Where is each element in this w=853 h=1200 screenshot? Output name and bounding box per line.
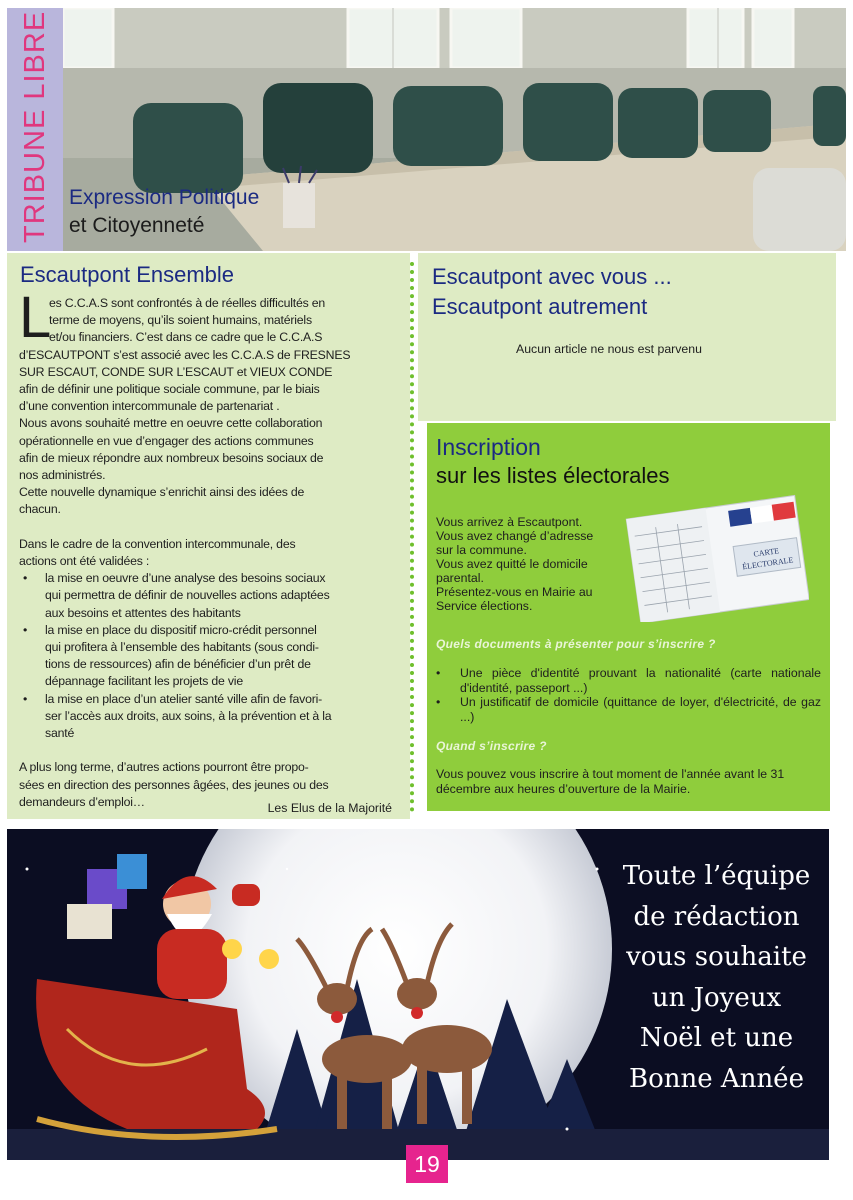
para1-line: et/ou financiers. C’est dans ce cadre que le C.C.A.S [49, 330, 323, 345]
inscription-subtitle: sur les listes électorales [436, 463, 670, 488]
side-banner [7, 8, 63, 251]
para4-line: actions ont été validées : [19, 554, 150, 569]
para3-line: chacun. [19, 502, 61, 517]
inscription-box [427, 423, 830, 811]
list-item: • Un justificatif de domicile (quittance de loyer, d'électricité, de gaz ...) [436, 695, 821, 724]
right-article [418, 253, 836, 421]
voter-card-image [624, 487, 809, 622]
signature: Les Elus de la Majorité [267, 801, 392, 815]
left-article-title: Escautpont Ensemble [20, 262, 235, 287]
left-article [7, 253, 410, 819]
para2-line: nos administrés. [19, 468, 106, 483]
para4-line: Dans le cadre de la convention intercommunale, des [19, 536, 296, 551]
left-article-body [19, 295, 397, 811]
question-when: Quand s’inscrire ? [436, 739, 547, 753]
no-article-note: Aucun article ne nous est parvenu [516, 342, 702, 356]
list-item: • la mise en oeuvre d’une analyse des besoins sociaux qui permettra de définir de nouvelles actions adaptées aux besoins et attentes des habitants [19, 570, 397, 622]
header-title [69, 186, 259, 238]
para1-line: terme de moyens, qu’ils soient humains, matériels [49, 313, 312, 328]
greeting-text: Toute l’équipe de rédaction vous souhaite un Joyeux Noël et une Bonne Année [622, 861, 811, 1094]
header [7, 8, 846, 251]
list-item: • la mise en place du dispositif micro-crédit personnel qui profitera à l’ensemble des habitants (sous condi- tions de ressources) afin de bénéficier d’un prêt de dépannage facilitant les projets de vie [19, 622, 397, 691]
dropcap: L [19, 285, 52, 350]
para3-line: Cette nouvelle dynamique s’enrichit ainsi des idées de [19, 485, 305, 500]
right-title-line2: Escautpont autrement [432, 294, 648, 319]
para5-line: sées en direction des personnes âgées, des jeunes ou des [19, 777, 329, 792]
para5-line: A plus long terme, d’autres actions pourront être propo- [19, 760, 309, 775]
question-documents: Quels documents à présenter pour s’inscrire ? [436, 637, 716, 651]
answer-when: Vous pouvez vous inscrire à tout moment de l'année avant le 31 décembre aux heures d’ouverture de la Mairie. [436, 767, 785, 796]
para1-line: d’une convention intercommunale de partenariat . [19, 399, 280, 414]
list-item: • la mise en place d’un atelier santé ville afin de favori- ser l’accès aux droits, aux soins, à la prévention et à la santé [19, 691, 397, 743]
card-text-line2: ÉLECTORALE [741, 555, 794, 572]
column-divider [410, 262, 414, 812]
para1-line: afin de définir une politique sociale commune, par le biais [19, 382, 320, 397]
header-title-line2: et Citoyenneté [69, 214, 205, 237]
inscription-intro: Vous arrivez à Escautpont. Vous avez changé d’adresse sur la commune. Vous avez quitté le domicile parental. Présentez-vous en Mairie au Service élections. [436, 515, 594, 613]
para1-line: d’ESCAUTPONT s’est associé avec les C.C.A.S de FRESNES [19, 347, 351, 362]
header-title-line1: Expression Politique [69, 186, 260, 209]
page-number: 19 [406, 1145, 448, 1183]
inscription-title: Inscription [436, 434, 541, 460]
card-text-line1: CARTE [752, 546, 780, 559]
actions-list [19, 570, 397, 742]
right-title-line1: Escautpont avec vous ... [432, 264, 672, 289]
documents-list [436, 666, 821, 724]
para2-line: opérationnelle en vue d’engager des actions communes [19, 433, 314, 448]
para1-line: es C.C.A.S sont confrontés à de réelles difficultés en [49, 296, 326, 310]
para5-line: demandeurs d’emploi… [19, 794, 145, 809]
side-label: TRIBUNE LIBRE [19, 10, 51, 243]
para2-line: Nous avons souhaité mettre en oeuvre cette collaboration [19, 416, 323, 431]
para1-line: SUR ESCAUT, CONDE SUR L’ESCAUT et VIEUX CONDE [19, 364, 333, 379]
list-item: • Une pièce d'identité prouvant la nationalité (carte nationale d'identité, passeport ...) [436, 666, 821, 695]
right-article-title [432, 262, 672, 322]
para2-line: afin de mieux répondre aux nombreux besoins sociaux de [19, 450, 324, 465]
christmas-banner [7, 829, 829, 1160]
